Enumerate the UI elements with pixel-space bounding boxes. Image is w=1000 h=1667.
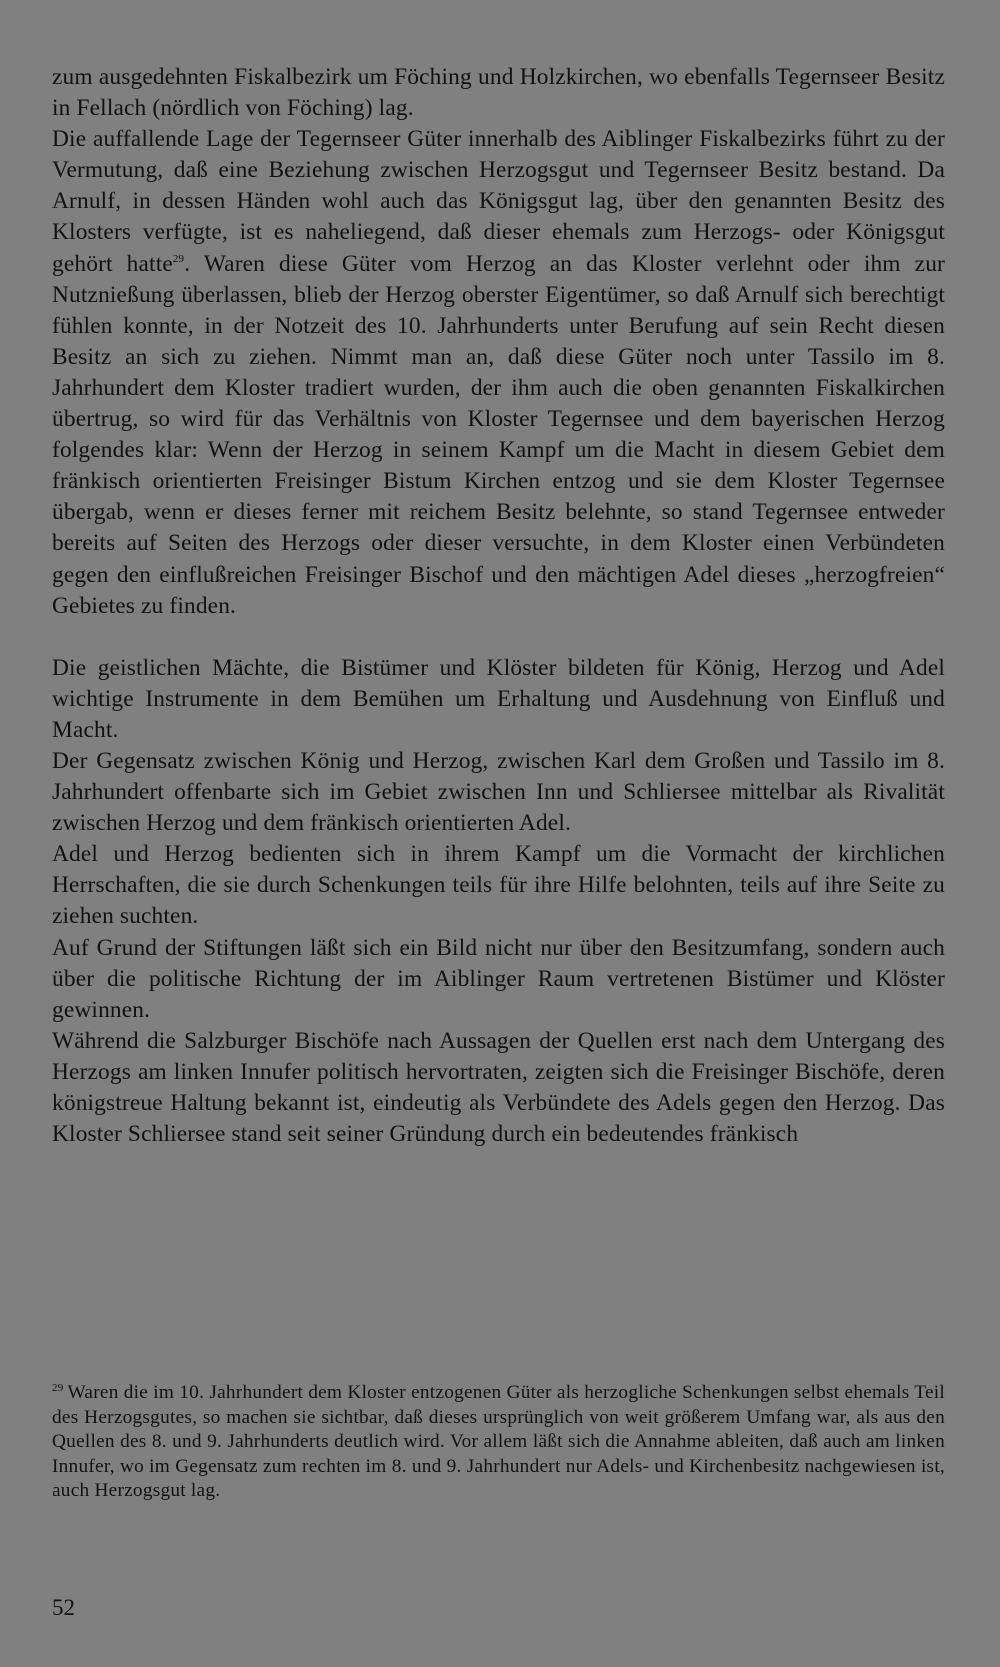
main-text — [52, 62, 945, 1150]
paragraph-7: Während die Salzburger Bischöfe nach Aussagen der Quellen erst nach dem Untergang des Herzogs am linken Innufer politisch hervortraten, zeigten sich die Freisinger Bischöfe, deren königstreue Haltung bekannt ist, eindeutig als Verbündete des Adels gegen den Herzog. Das Kloster Schliersee stand seit seiner Gründung durch ein bedeutendes fränkisch — [52, 1027, 945, 1148]
paragraph-2-text-b: . Waren diese Güter vom Herzog an das Kloster verlehnt oder ihm zur Nutznießung überlassen, blieb der Herzog oberster Eigentümer, so daß Arnulf sich berechtigt fühlen konnte, in der Notzeit des 10. Jahrhunderts unter Berufung auf sein Recht diesen Besitz an sich zu ziehen. Nimmt man an, daß diese Güter noch unter Tassilo im 8. Jahrhundert dem Kloster tradiert wurden, der ihm auch die oben genannten Fiskalkirchen übertrug, so wird für das Verhältnis von Kloster Tegernsee und dem bayerischen Herzog folgendes klar: Wenn der Herzog in seinem Kampf um die Macht in diesem Gebiet dem fränkisch orientierten Freisinger Bistum Kirchen entzog und sie dem Kloster Tegernsee übergab, wenn er dieses ferner mit reichem Besitz belehnte, so stand Tegernsee entweder bereits auf Seiten des Herzogs oder dieser versuchte, in dem Kloster einen Verbündeten gegen den einflußreichen Freisinger Bischof und den mächtigen Adel dieses „herzogfreien“ Gebietes zu finden. — [52, 250, 945, 619]
footnote — [52, 1381, 945, 1504]
page-number: 52 — [52, 1595, 75, 1620]
paragraph-2 — [52, 124, 945, 622]
paragraph-gap — [52, 622, 945, 653]
footnote-reference: 29 — [172, 252, 185, 265]
paragraph-1: zum ausgedehnten Fiskalbezirk um Föching und Holzkirchen, wo ebenfalls Tegernseer Besitz in Fellach (nördlich von Föching) lag. — [52, 64, 945, 122]
paragraph-3: Die geistlichen Mächte, die Bistümer und Klöster bildeten für König, Herzog und Adel wichtige Instrumente in dem Bemühen um Erhaltung und Ausdehnung von Einfluß und Macht. — [52, 654, 945, 743]
paragraph-5: Adel und Herzog bedienten sich in ihrem Kampf um die Vormacht der kirchlichen Herrschaften, die sie durch Schenkungen teils für ihre Hilfe belohnten, teils auf ihre Seite zu ziehen suchten. — [52, 841, 945, 930]
footnote-number: 29 — [52, 1381, 64, 1394]
paragraph-4: Der Gegensatz zwischen König und Herzog, zwischen Karl dem Großen und Tassilo im 8. Jahrhundert offenbarte sich im Gebiet zwischen Inn und Schliersee mittelbar als Rivalität zwischen Herzog und dem fränkisch orientierten Adel. — [52, 747, 945, 837]
footnote-text: Waren die im 10. Jahrhundert dem Kloster entzogenen Güter als herzogliche Schenkungen selbst ehemals Teil des Herzogsgutes, so machen sie sichtbar, daß dieses ursprünglich von weit größerem Umfang war, als aus den Quellen des 8. und 9. Jahrhunderts deutlich wird. Vor allem läßt sich die Annahme ableiten, daß auch am linken Innufer, wo im Gegensatz zum rechten im 8. und 9. Jahrhundert nur Adels- und Kirchenbesitz nachgewiesen ist, auch Herzogsgut lag. — [52, 1382, 945, 1502]
paragraph-6: Auf Grund der Stiftungen läßt sich ein Bild nicht nur über den Besitzumfang, sondern auch über die politische Richtung der im Aiblinger Raum vertretenen Bistümer und Klöster gewinnen. — [52, 934, 945, 1023]
paragraph-2-text-a: Die auffallende Lage der Tegernseer Güter innerhalb des Aiblinger Fiskalbezirks führt zu der Vermutung, daß eine Beziehung zwischen Herzogsgut und Tegernseer Besitz bestand. Da Arnulf, in dessen Händen wohl auch das Königsgut lag, über den genannten Besitz des Klosters verfügte, ist es naheliegend, daß dieser ehemals zum Herzogs- oder Königsgut gehört hatte — [52, 126, 945, 277]
